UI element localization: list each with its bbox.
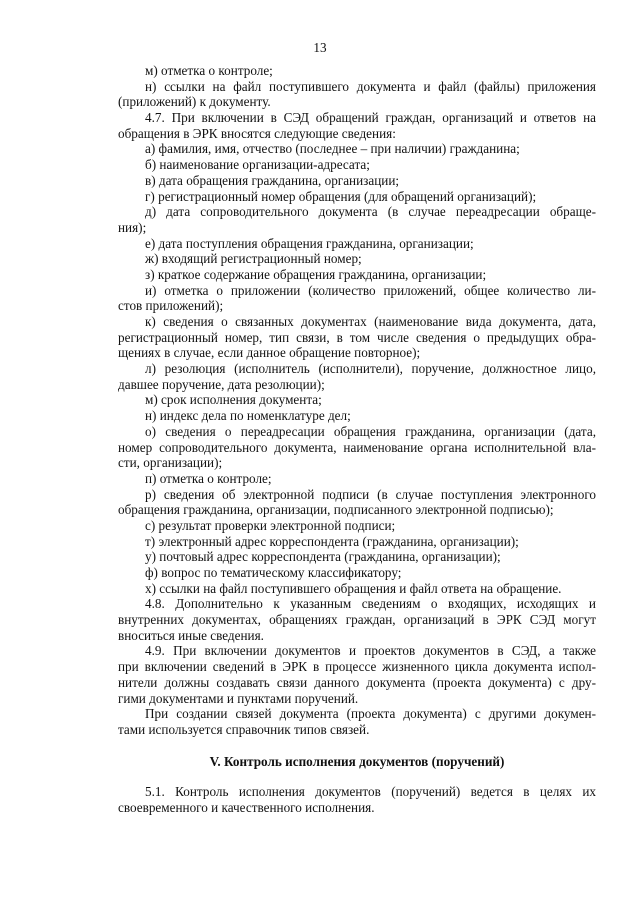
text-line: давшее поручение, дата резолюции); [118,376,325,392]
text-line: с) результат проверки электронной подписи; [145,517,396,533]
text-line: ф) вопрос по тематическому классификатору; [145,565,402,580]
text-line: регистрационный номер, тип связи, в том числе сведения о предыдущих обра- [118,329,596,345]
text-line: при включении сведений в ЭРК в процессе жизненного цикла документа испол- [118,659,596,675]
text-line: м) срок исполнения документа; [145,392,322,408]
text-line: сти, организации); [118,455,223,471]
text-line: стов приложений); [118,298,224,314]
text-line: обращения в ЭРК вносятся следующие сведения: [118,125,396,141]
section-4-text [118,63,596,738]
text-line: з) краткое содержание обращения гражданина, организации; [145,266,487,282]
text-line: щениях в случае, если данное обращение повторное); [118,345,421,361]
text-line: т) электронный адрес корреспондента (гражданина, организации); [145,533,519,549]
text-line: н) ссылки на файл поступившего документа и файл (файлы) приложения [145,78,596,94]
text-line: у) почтовый адрес корреспондента (гражданина, организации); [145,549,501,565]
text-line: ж) входящий регистрационный номер; [145,251,362,267]
text-line: в) дата обращения гражданина, организации; [145,172,400,188]
text-line: е) дата поступления обращения гражданина, организации; [145,235,474,251]
text-line: а) фамилия, имя, отчество (последнее – при наличии) гражданина; [145,141,520,157]
text-line: л) резолюция (исполнитель (исполнители), поручение, должностное лицо, [145,361,596,377]
text-line: своевременного и качественного исполнения. [118,799,375,815]
text-line: и) отметка о приложении (количество приложений, общее количество ли- [145,282,596,298]
text-line: (приложений) к документу. [118,94,271,110]
text-line: обращения гражданина, организации, подписанного электронной подписью); [118,502,554,518]
text-line: номер сопроводительного документа, наименование органа исполнительной вла- [118,439,596,455]
text-line: гими документами и пунктами поручений. [118,690,359,706]
section-heading: V. Контроль исполнения документов (поручений) [209,753,505,769]
page-number: 13 [313,40,327,55]
text-line: 4.7. При включении в СЭД обращений граждан, организаций и ответов на [145,110,596,126]
text-line: ния); [118,219,147,235]
text-line: н) индекс дела по номенклатуре дел; [145,408,351,424]
text-line: нители должны создавать связи данного документа (проекта документа) с дру- [118,674,596,690]
text-line: 4.9. При включении документов и проектов документов в СЭД, а также [145,643,596,659]
text-line: о) сведения о переадресации обращения гражданина, организации (дата, [145,423,596,439]
text-line: х) ссылки на файл поступившего обращения и файл ответа на обращение. [145,580,562,596]
document-body [118,63,596,816]
text-line: р) сведения об электронной подписи (в случае поступления электронного [145,486,596,502]
text-line: 4.8. Дополнительно к указанным сведениям о входящих, исходящих и [145,596,596,612]
text-line: вноситься иные сведения. [118,627,264,643]
text-line: тами используется справочник типов связей. [118,721,370,737]
text-line: б) наименование организации-адресата; [145,157,370,173]
text-line: внутренних документах, обращениях граждан, организаций в ЭРК СЭД могут [118,612,596,628]
text-line: м) отметка о контроле; [145,63,273,78]
text-line: 5.1. Контроль исполнения документов (поручений) ведется в целях их [145,784,596,800]
section-5-text [118,784,596,815]
text-line: При создании связей документа (проекта документа) с другими докумен- [145,706,596,722]
text-line: к) сведения о связанных документах (наименование вида документа, дата, [145,314,596,329]
text-line: д) дата сопроводительного документа (в случае переадресации обраще- [145,204,596,220]
text-line: п) отметка о контроле; [145,470,272,486]
text-line: г) регистрационный номер обращения (для обращений организаций); [145,188,537,204]
